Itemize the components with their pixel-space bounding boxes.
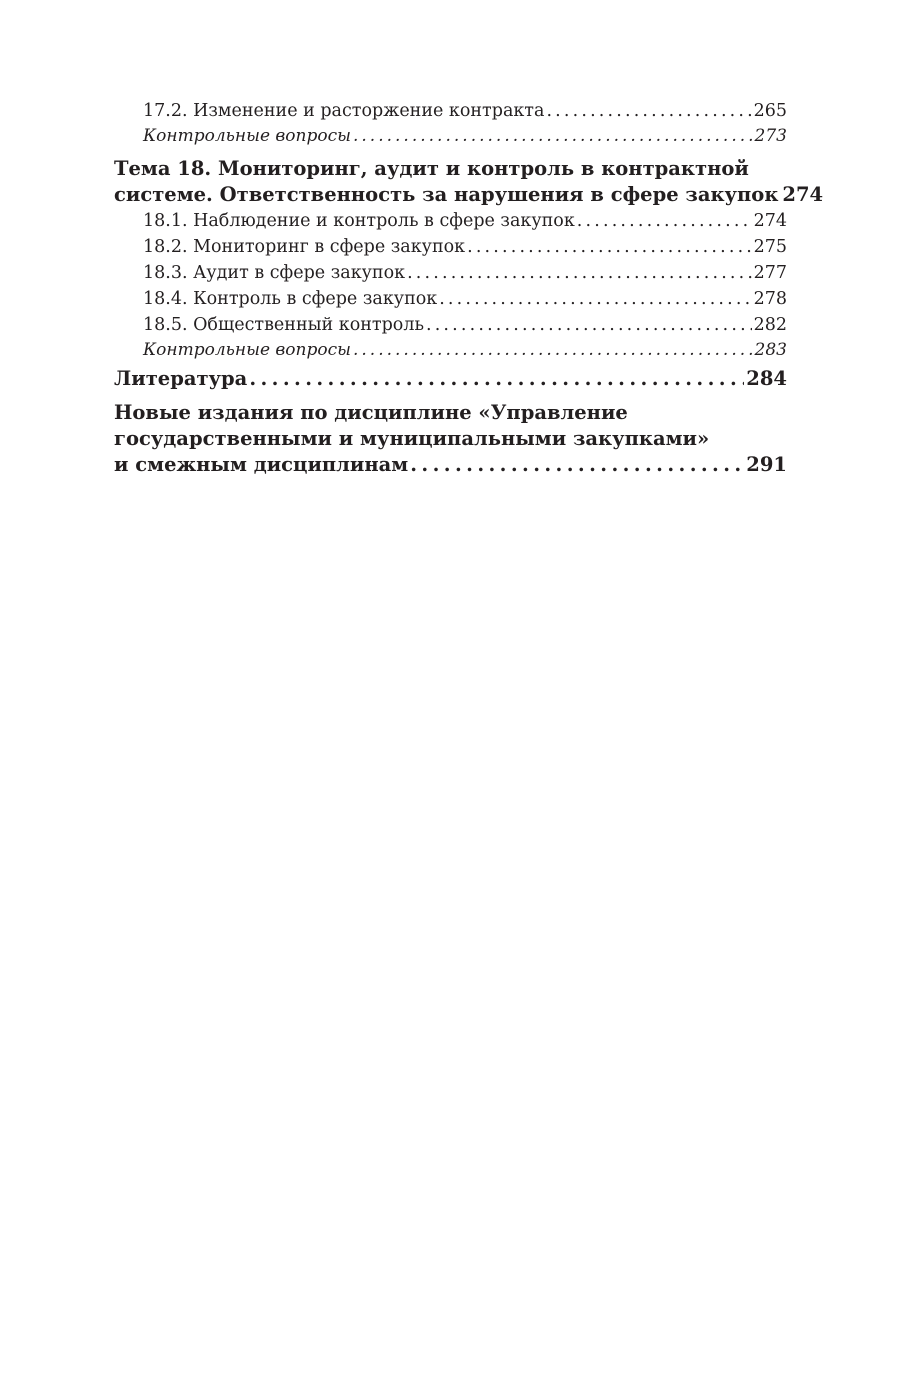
- toc-entry-18-4[interactable]: [114, 286, 787, 312]
- toc-entry-title: 18.4. Контроль в сфере закупок: [143, 289, 438, 309]
- toc-entry-page: 277: [753, 263, 787, 283]
- topic-title-line: Новые издания по дисциплине «Управление: [114, 401, 628, 424]
- dot-leader: [410, 452, 744, 478]
- toc-entry-page: 265: [753, 101, 787, 121]
- topic-title-line: государственными и муниципальными закупками»: [114, 427, 710, 450]
- toc-entry-title: 18.2. Мониторинг в сфере закупок: [143, 237, 466, 257]
- topic-title-line: и смежным дисциплинам: [114, 453, 409, 476]
- toc-entry-page: 274: [753, 211, 787, 231]
- toc-entry-page: 283: [754, 340, 787, 360]
- toc-entry-page: 275: [753, 237, 787, 257]
- toc-entry-17-2[interactable]: [114, 98, 787, 124]
- toc-entry-18-3[interactable]: [114, 260, 787, 286]
- toc-entry-page: 273: [754, 126, 787, 146]
- dot-leader: [546, 98, 751, 124]
- toc-entry-title: 18.1. Наблюдение и контроль в сфере закупок: [143, 211, 575, 231]
- toc-entry-title: 18.3. Аудит в сфере закупок: [143, 263, 406, 283]
- dot-leader: [353, 124, 753, 148]
- toc-entry-18-2[interactable]: [114, 234, 787, 260]
- toc-entry-18-5[interactable]: [114, 312, 787, 338]
- dot-leader: [249, 366, 744, 392]
- dot-leader: [577, 208, 752, 234]
- dot-leader: [407, 260, 752, 286]
- toc-entry-title: 17.2. Изменение и расторжение контракта: [143, 101, 545, 121]
- toc-entry-title: Контрольные вопросы: [143, 126, 351, 146]
- toc-entry-title: Контрольные вопросы: [143, 340, 351, 360]
- toc-new-editions[interactable]: [114, 400, 787, 478]
- toc-entry-page: 274: [782, 183, 824, 206]
- toc-entry-questions-18[interactable]: [114, 338, 787, 362]
- toc-topic-18[interactable]: [114, 156, 824, 208]
- toc-entry-page: 284: [746, 367, 787, 390]
- topic-title-line: системе. Ответственность за нарушения в сфере закупок: [114, 183, 779, 206]
- toc-entry-title: Литература: [114, 367, 248, 390]
- dot-leader: [426, 312, 752, 338]
- topic-title-line: Тема 18. Мониторинг, аудит и контроль в контрактной: [114, 157, 749, 180]
- toc-entry-page: 278: [753, 289, 787, 309]
- dot-leader: [439, 286, 751, 312]
- toc-entry-page: 291: [746, 453, 787, 476]
- toc-entry-title: 18.5. Общественный контроль: [143, 315, 424, 335]
- toc-entry-page: 282: [753, 315, 787, 335]
- toc-entry-questions-17[interactable]: [114, 124, 787, 148]
- table-of-contents: [114, 98, 824, 478]
- dot-leader: [467, 234, 752, 260]
- dot-leader: [353, 338, 753, 362]
- toc-literature[interactable]: [114, 366, 787, 392]
- toc-entry-18-1[interactable]: [114, 208, 787, 234]
